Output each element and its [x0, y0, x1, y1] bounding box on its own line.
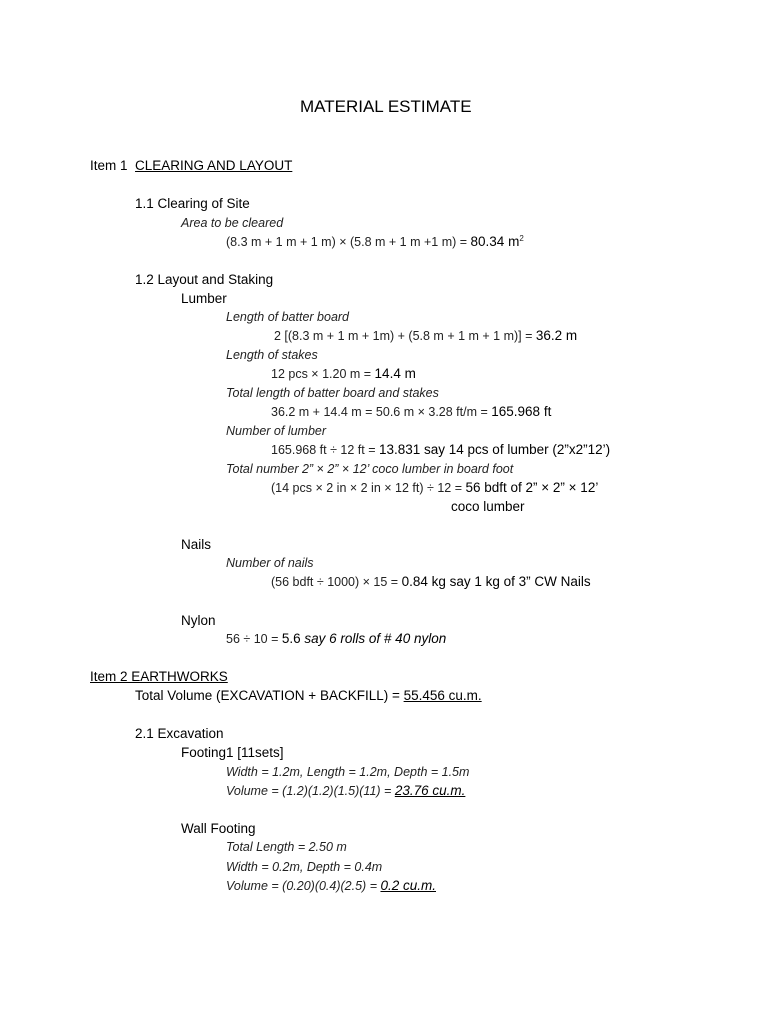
number-lumber-label: Number of lumber: [226, 424, 327, 438]
section-1-1-heading: 1.1 Clearing of Site: [135, 196, 250, 211]
wall-footing-length: Total Length = 2.50 m: [226, 840, 347, 854]
stakes-formula: 12 pcs × 1.20 m =: [271, 367, 375, 381]
total-length-formula: 36.2 m + 14.4 m = 50.6 m × 3.28 ft/m =: [271, 405, 492, 419]
item1-name: CLEARING AND LAYOUT: [135, 158, 293, 173]
board-foot-result-continued: coco lumber: [451, 499, 525, 514]
section-1-2-heading: 1.2 Layout and Staking: [135, 272, 274, 287]
board-foot-label: Total number 2” × 2” × 12’ coco lumber in board foot: [226, 462, 514, 476]
total-volume-line: [135, 688, 482, 704]
board-foot-calc: [271, 480, 598, 496]
wall-footing-volume-formula: Volume = (0.20)(0.4)(2.5) =: [226, 879, 381, 893]
nails-calc: [271, 574, 591, 590]
nylon-calc: [226, 631, 446, 647]
stakes-calc: [271, 366, 416, 382]
stakes-label: Length of stakes: [226, 348, 318, 362]
board-foot-result: 56 bdft of 2” × 2” × 12’: [465, 480, 599, 495]
area-unit-exponent: 2: [519, 233, 524, 243]
batter-board-label: Length of batter board: [226, 310, 350, 324]
footing1-volume: [226, 783, 465, 799]
footing1-volume-result: 23.76 cu.m.: [394, 783, 466, 798]
item1-label: Item 1: [90, 158, 128, 173]
wall-footing-dimensions: Width = 0.2m, Depth = 0.4m: [226, 860, 383, 874]
stakes-result: 14.4 m: [374, 366, 416, 381]
number-lumber-result: 13.831 say 14 pcs of lumber (2”x2”12’): [378, 442, 611, 457]
area-cleared-calc: [226, 234, 524, 250]
batter-formula: 2 [(8.3 m + 1 m + 1m) + (5.8 m + 1 m + 1 m)] =: [274, 329, 536, 343]
item1-heading: [90, 158, 292, 174]
board-foot-formula: (14 pcs × 2 in × 2 in × 12 ft) ÷ 12 =: [271, 481, 466, 495]
footing1-dimensions: Width = 1.2m, Length = 1.2m, Depth = 1.5m: [226, 765, 470, 779]
item2-heading: Item 2 EARTHWORKS: [90, 669, 228, 684]
area-formula: (8.3 m + 1 m + 1 m) × (5.8 m + 1 m +1 m) =: [226, 235, 471, 249]
total-length-label: Total length of batter board and stakes: [226, 386, 439, 400]
wall-footing-heading: Wall Footing: [181, 821, 256, 836]
batter-result: 36.2 m: [535, 328, 578, 343]
area-cleared-label: Area to be cleared: [181, 216, 284, 230]
number-lumber-calc: [271, 442, 610, 458]
page-title: MATERIAL ESTIMATE: [300, 97, 472, 116]
batter-board-calc: [274, 328, 577, 344]
nails-result: 0.84 kg say 1 kg of 3” CW Nails: [401, 574, 591, 589]
footing1-heading: Footing1 [11sets]: [181, 745, 284, 760]
number-nails-label: Number of nails: [226, 556, 314, 570]
section-2-1-heading: 2.1 Excavation: [135, 726, 224, 741]
nylon-result: 5.6: [281, 631, 305, 646]
total-volume-value: 55.456 cu.m.: [403, 688, 482, 703]
wall-footing-volume: [226, 878, 436, 894]
nylon-heading: Nylon: [181, 613, 216, 628]
nails-heading: Nails: [181, 537, 212, 552]
nails-formula: (56 bdft ÷ 1000) × 15 =: [271, 575, 402, 589]
total-volume-label: Total Volume (EXCAVATION + BACKFILL) =: [135, 688, 404, 703]
footing1-volume-formula: Volume = (1.2)(1.2)(1.5)(11) =: [226, 784, 395, 798]
total-length-calc: [271, 404, 551, 420]
nylon-formula: 56 ÷ 10 =: [226, 632, 282, 646]
wall-footing-volume-result: 0.2 cu.m.: [380, 878, 436, 893]
nylon-result-italic: say 6 rolls of # 40 nylon: [304, 631, 447, 646]
lumber-heading: Lumber: [181, 291, 227, 306]
number-lumber-formula: 165.968 ft ÷ 12 ft =: [271, 443, 379, 457]
total-length-result: 165.968 ft: [491, 404, 552, 419]
area-result: 80.34 m: [470, 234, 520, 249]
